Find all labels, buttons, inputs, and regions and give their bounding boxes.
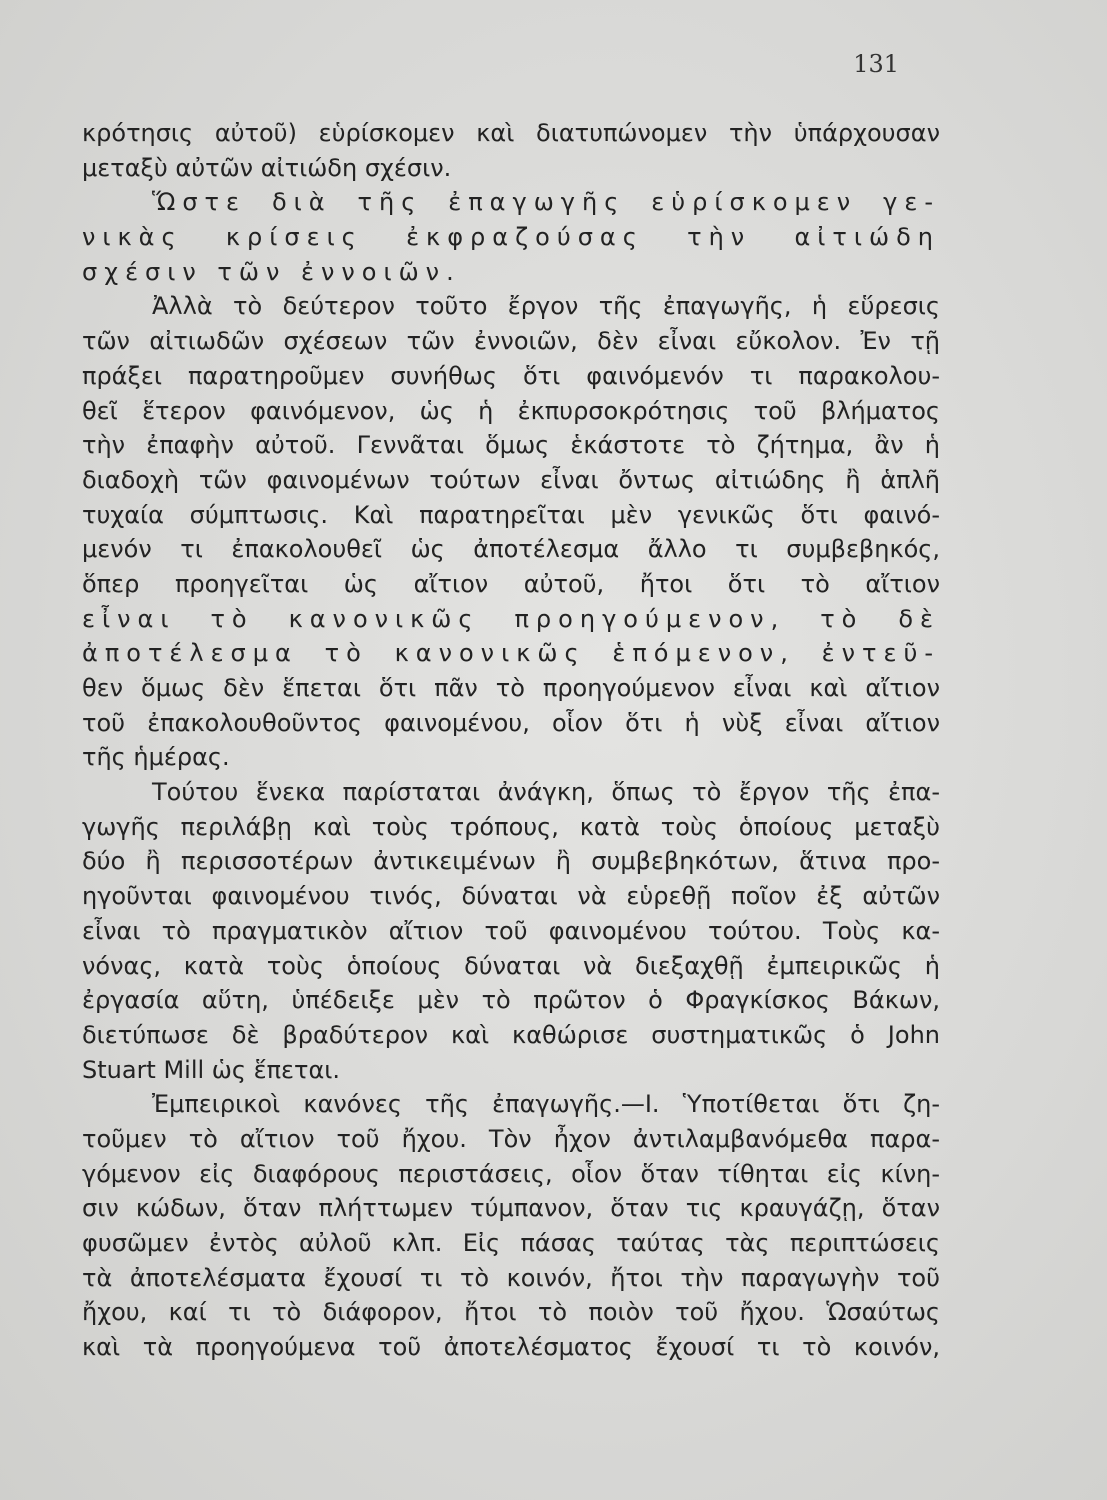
text-line: εἶναι τὸ κανονικῶς προηγούμενον, τὸ δὲ [82, 604, 940, 633]
text-line: ἤχου, καί τι τὸ διάφορον, ἤτοι τὸ ποιὸν τοῦ ἤχου. Ὡσαύτως [82, 1298, 940, 1327]
text-line: Τούτου ἕνεκα παρίσταται ἀνάγκη, ὅπως τὸ ἔργον τῆς ἐπα- [152, 778, 940, 807]
text-line: μεταξὺ αὐτῶν αἰτιώδη σχέσιν. [82, 153, 452, 182]
text-line: τὰ ἀποτελέσματα ἔχουσί τι τὸ κοινόν, ἤτοι τὴν παραγωγὴν τοῦ [82, 1263, 940, 1292]
text-line: ὅπερ προηγεῖται ὡς αἴτιον αὐτοῦ, ἤτοι ὅτι τὸ αἴτιον [82, 569, 940, 598]
text-line: καὶ τὰ προηγούμενα τοῦ ἀποτελέσματος ἔχουσί τι τὸ κοινόν, [82, 1333, 940, 1362]
text-line: θεῖ ἕτερον φαινόμενον, ὡς ἡ ἐκπυρσοκρότησις τοῦ βλήματος [82, 396, 940, 425]
text-line: μενόν τι ἐπακολουθεῖ ὡς ἀποτέλεσμα ἄλλο τι συμβεβηκός, [82, 535, 940, 564]
text-line: Ἐμπειρικοὶ κανόνες τῆς ἐπαγωγῆς.—I. Ὑποτίθεται ὅτι ζη- [152, 1090, 940, 1119]
text-line: κρότησις αὐτοῦ) εὑρίσκομεν καὶ διατυπώνομεν τὴν ὑπάρχουσαν [82, 119, 940, 147]
text-line: ἀποτέλεσμα τὸ κανονικῶς ἑπόμενον, ἐντεῦ- [82, 639, 940, 668]
text-line: νικὰς κρίσεις ἐκφραζούσας τὴν αἰτιώδη [82, 223, 940, 252]
text-line: πράξει παρατηροῦμεν συνήθως ὅτι φαινόμενόν τι παρακολου- [82, 361, 940, 390]
body-text [82, 116, 940, 1365]
text-line: διαδοχὴ τῶν φαινομένων τούτων εἶναι ὄντως αἰτιώδης ἢ ἁπλῆ [82, 465, 940, 494]
text-line: τῆς ἡμέρας. [82, 743, 230, 772]
text-line: ἐργασία αὕτη, ὑπέδειξε μὲν τὸ πρῶτον ὁ Φραγκίσκος Βάκων, [82, 986, 940, 1015]
text-line: ηγοῦνται φαινομένου τινός, δύναται νὰ εὑρεθῇ ποῖον ἐξ αὐτῶν [82, 882, 940, 911]
text-line: τοῦμεν τὸ αἴτιον τοῦ ἤχου. Τὸν ἦχον ἀντιλαμβανόμεθα παρα- [82, 1124, 940, 1153]
text-line: σιν κώδων, ὅταν πλήττωμεν τύμπανον, ὅταν τις κραυγάζῃ, ὅταν [82, 1194, 940, 1223]
text-line: Stuart Mill ὡς ἕπεται. [82, 1055, 341, 1084]
text-line: Ὥστε διὰ τῆς ἐπαγωγῆς εὑρίσκομεν γε- [152, 188, 940, 217]
text-line: Ἀλλὰ τὸ δεύτερον τοῦτο ἔργον τῆς ἐπαγωγῆς, ἡ εὕρεσις [152, 292, 940, 321]
text-line: τῶν αἰτιωδῶν σχέσεων τῶν ἐννοιῶν, δὲν εἶναι εὔκολον. Ἐν τῇ [82, 327, 940, 356]
text-line: σχέσιν τῶν ἐννοιῶν. [82, 257, 461, 286]
text-line: τοῦ ἐπακολουθοῦντος φαινομένου, οἷον ὅτι ἡ νὺξ εἶναι αἴτιον [82, 708, 940, 737]
text-line: θεν ὅμως δὲν ἕπεται ὅτι πᾶν τὸ προηγούμενον εἶναι καὶ αἴτιον [82, 674, 940, 702]
page-number: 131 [853, 50, 899, 78]
text-line: διετύπωσε δὲ βραδύτερον καὶ καθώρισε συστηματικῶς ὁ John [82, 1020, 940, 1049]
text-line: εἶναι τὸ πραγματικὸν αἴτιον τοῦ φαινομένου τούτου. Τοὺς κα- [82, 916, 940, 945]
text-line: τυχαία σύμπτωσις. Καὶ παρατηρεῖται μὲν γενικῶς ὅτι φαινό- [82, 500, 940, 529]
text-line: νόνας, κατὰ τοὺς ὁποίους δύναται νὰ διεξαχθῇ ἐμπειρικῶς ἡ [82, 951, 940, 980]
text-line: τὴν ἐπαφὴν αὐτοῦ. Γεννᾶται ὅμως ἑκάστοτε τὸ ζήτημα, ἂν ἡ [82, 431, 940, 460]
text-line: γωγῆς περιλάβῃ καὶ τοὺς τρόπους, κατὰ τοὺς ὁποίους μεταξὺ [82, 812, 940, 841]
text-line: δύο ἢ περισσοτέρων ἀντικειμένων ἢ συμβεβηκότων, ἅτινα προ- [82, 847, 940, 876]
text-line: γόμενον εἰς διαφόρους περιστάσεις, οἷον ὅταν τίθηται εἰς κίνη- [82, 1159, 940, 1188]
text-line: φυσῶμεν ἐντὸς αὐλοῦ κλπ. Εἰς πάσας ταύτας τὰς περιπτώσεις [82, 1229, 940, 1257]
